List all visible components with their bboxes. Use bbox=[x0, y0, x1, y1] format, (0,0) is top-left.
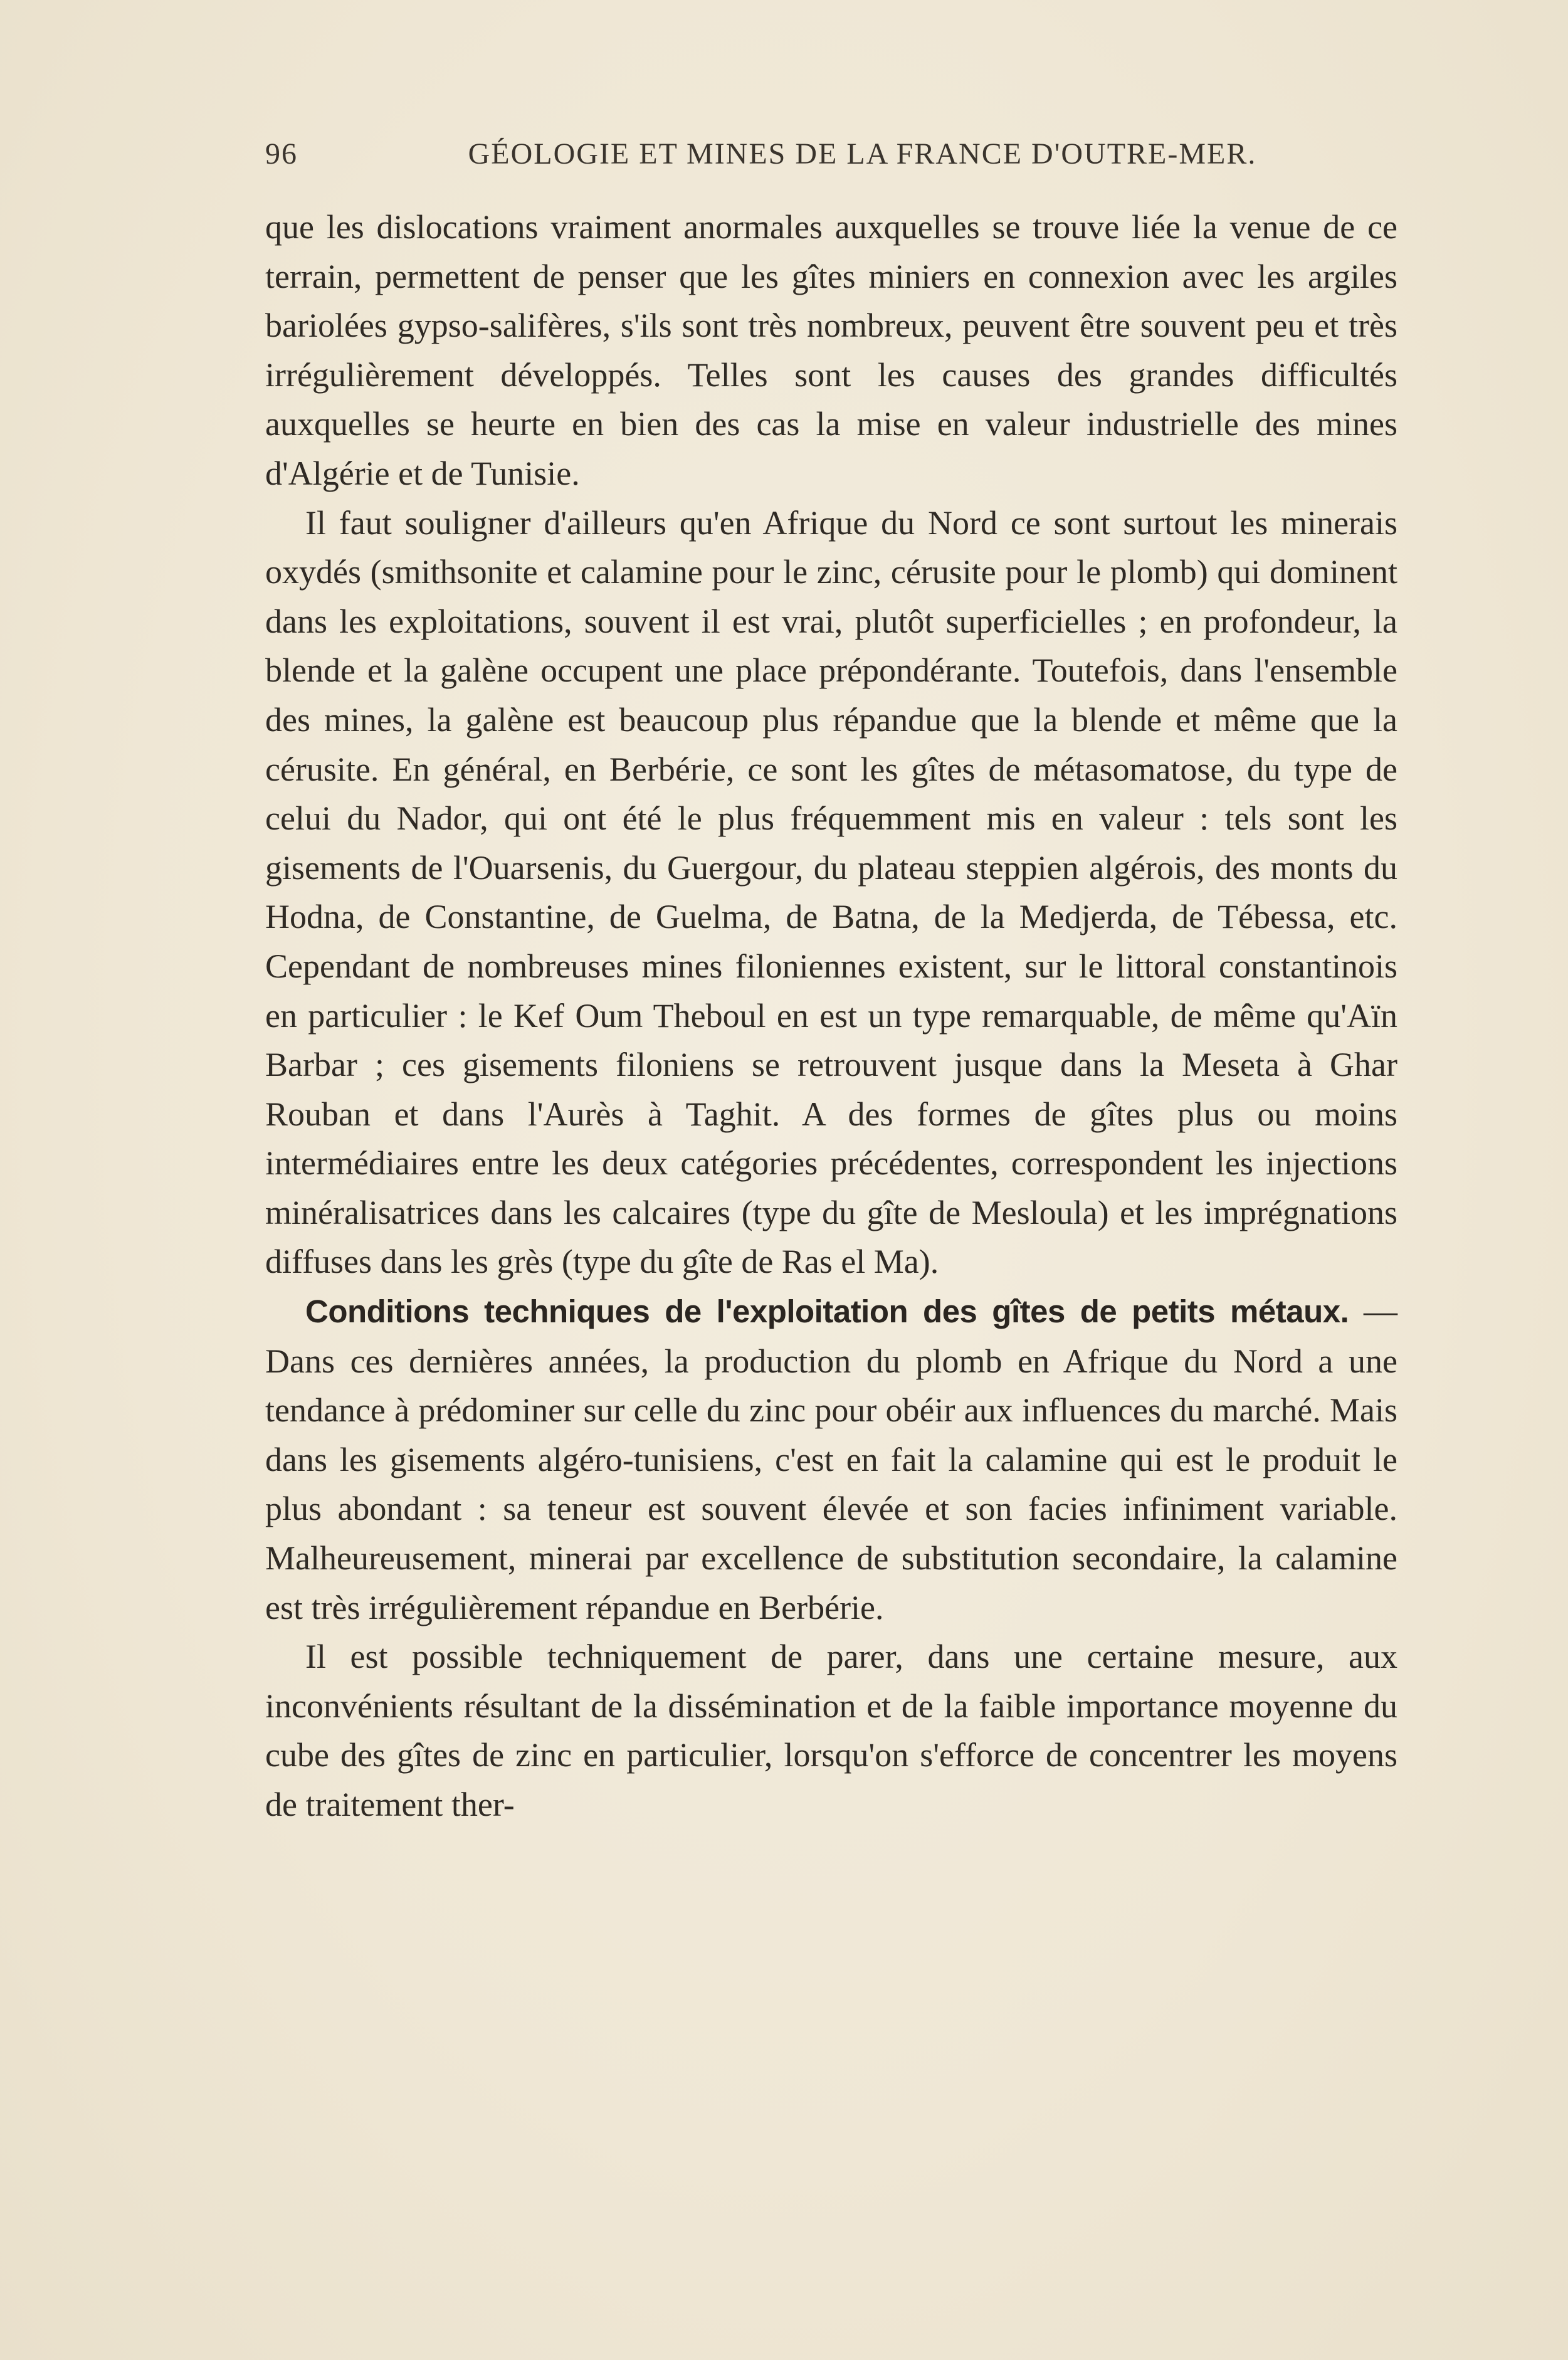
paragraph-2: Il faut souligner d'ailleurs qu'en Afrique du Nord ce sont surtout les minerais oxydés (smithsonite et calamine pour le zinc, cérusite pour le plomb) qui dominent dans les exploitations, souvent il est vrai, plutôt superficielles ; en profondeur, la blende et la galène occupent une place prépondérante. Toutefois, dans l'ensemble des mines, la galène est beaucoup plus répandue que la blende et même que la cérusite. En général, en Berbérie, ce sont les gîtes de métasomatose, du type de celui du Nador, qui ont été le plus fréquemment mis en valeur : tels sont les gisements de l'Ouarsenis, du Guergour, du plateau steppien algérois, des monts du Hodna, de Constantine, de Guelma, de Batna, de la Medjerda, de Tébessa, etc. Cependant de nombreuses mines filoniennes existent, sur le littoral constantinois en particulier : le Kef Oum Theboul en est un type remarquable, de même qu'Aïn Barbar ; ces gisements filoniens se retrouvent jusque dans la Meseta à Ghar Rouban et dans l'Aurès à Taghit. A des formes de gîtes plus ou moins intermédiaires entre les deux catégories précédentes, correspondent les injections minéralisatrices dans les calcaires (type du gîte de Mesloula) et les imprégnations diffuses dans les grès (type du gîte de Ras el Ma). bbox=[265, 503, 1397, 1281]
page-number: 96 bbox=[265, 137, 298, 171]
paragraph-3-text: — Dans ces dernières années, la production du plomb en Afrique du Nord a une tendance à prédominer sur celle du zinc pour obéir aux influences du marché. Mais dans les gisements algéro-tunisiens, c'est en fait la calamine qui est le produit le plus abondant : sa teneur est souvent élevée et son facies infiniment variable. Malheureusement, minerai par excellence de substitution secondaire, la calamine est très irrégulièrement répandue en Berbérie. bbox=[265, 1292, 1397, 1626]
body-text bbox=[265, 203, 1397, 1830]
running-title: GÉOLOGIE ET MINES DE LA FRANCE D'OUTRE-MER. bbox=[468, 137, 1257, 171]
paragraph-4: Il est possible techniquement de parer, dans une certaine mesure, aux inconvénients résultant de la dissémination et de la faible importance moyenne du cube des gîtes de zinc en particulier, lorsqu'on s'efforce de concentrer les moyens de traitement ther- bbox=[265, 1638, 1397, 1823]
section-title: Conditions techniques de l'exploitation des gîtes de petits métaux. bbox=[305, 1293, 1349, 1330]
paragraph-3 bbox=[265, 1287, 1397, 1632]
paragraph-1: que les dislocations vraiment anormales auxquelles se trouve liée la venue de ce terrain, permettent de penser que les gîtes miniers en connexion avec les argiles bariolées gypso-salifères, s'ils sont très nombreux, peuvent être souvent peu et très irrégulièrement développés. Telles sont les causes des grandes difficultés auxquelles se heurte en bien des cas la mise en valeur industrielle des mines d'Algérie et de Tunisie. bbox=[265, 208, 1397, 492]
page-header bbox=[265, 137, 1306, 181]
